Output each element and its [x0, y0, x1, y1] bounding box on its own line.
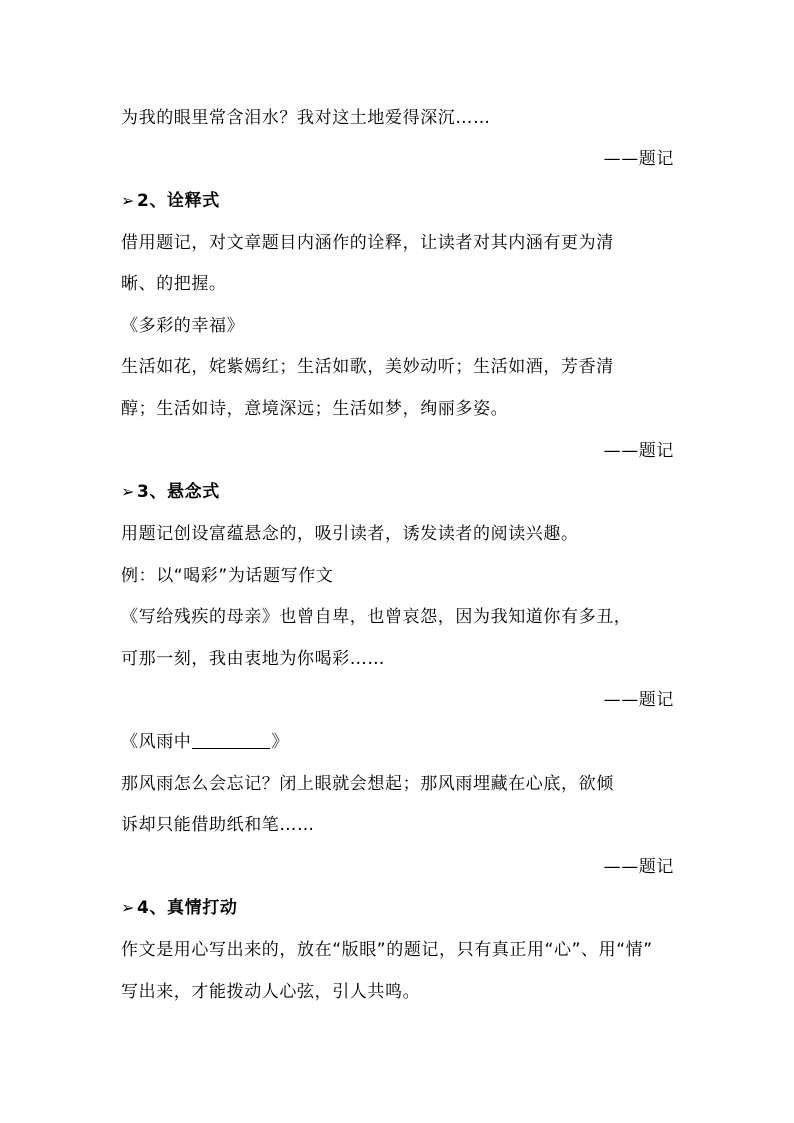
arrow-bullet-icon: ➢ [121, 898, 136, 917]
body-line: 借用题记，对文章题目内涵作的诠释，让读者对其内涵有更为清 [121, 233, 614, 253]
essay-title: 《多彩的幸福》 [121, 316, 245, 336]
arrow-bullet-icon: ➢ [121, 482, 136, 501]
body-line: 可那一刻，我由衷地为你喝彩…… [121, 649, 385, 669]
essay-title-open: 《风雨中 [121, 732, 192, 752]
body-line: 那风雨怎么会忘记？闭上眼就会想起；那风雨埋藏在心底，欲倾 [121, 774, 614, 794]
body-line: 醇；生活如诗，意境深远；生活如梦，绚丽多姿。 [121, 399, 509, 419]
section-heading [121, 896, 681, 920]
section-heading [121, 480, 681, 504]
essay-title-close: 》 [271, 732, 290, 752]
body-line: 《写给残疾的母亲》也曾自卑，也曾哀怨，因为我知道你有多丑， [121, 607, 632, 627]
essay-title [121, 730, 681, 754]
section-heading-text: 3、悬念式 [137, 482, 220, 502]
body-line: 写出来，才能拨动人心弦，引人共鸣。 [121, 982, 421, 1002]
section-heading-text: 2、诠释式 [137, 191, 220, 211]
body-line: 例：以“喝彩”为话题写作文 [121, 566, 334, 586]
arrow-bullet-icon: ➢ [121, 191, 136, 210]
epigraph-signature: ——题记 [603, 690, 674, 710]
body-line: 为我的眼里常含泪水？我对这土地爱得深沉…… [121, 108, 491, 128]
body-line: 诉却只能借助纸和笔…… [121, 815, 315, 835]
body-line: 生活如花，姹紫嫣红；生活如歌，美妙动听；生活如酒，芳香清 [121, 357, 614, 377]
body-line: 作文是用心写出来的，放在“版眼”的题记，只有真正用“心”、用“情” [121, 940, 653, 960]
body-line: 用题记创设富蕴悬念的，吸引读者，诱发读者的阅读兴趣。 [121, 524, 579, 544]
epigraph-signature: ——题记 [603, 441, 674, 461]
section-heading-text: 4、真情打动 [137, 898, 238, 918]
fill-in-blank [192, 730, 270, 749]
epigraph-signature: ——题记 [603, 149, 674, 169]
epigraph-signature: ——题记 [603, 857, 674, 877]
section-heading [121, 189, 681, 213]
body-line: 晰、的把握。 [121, 274, 227, 294]
